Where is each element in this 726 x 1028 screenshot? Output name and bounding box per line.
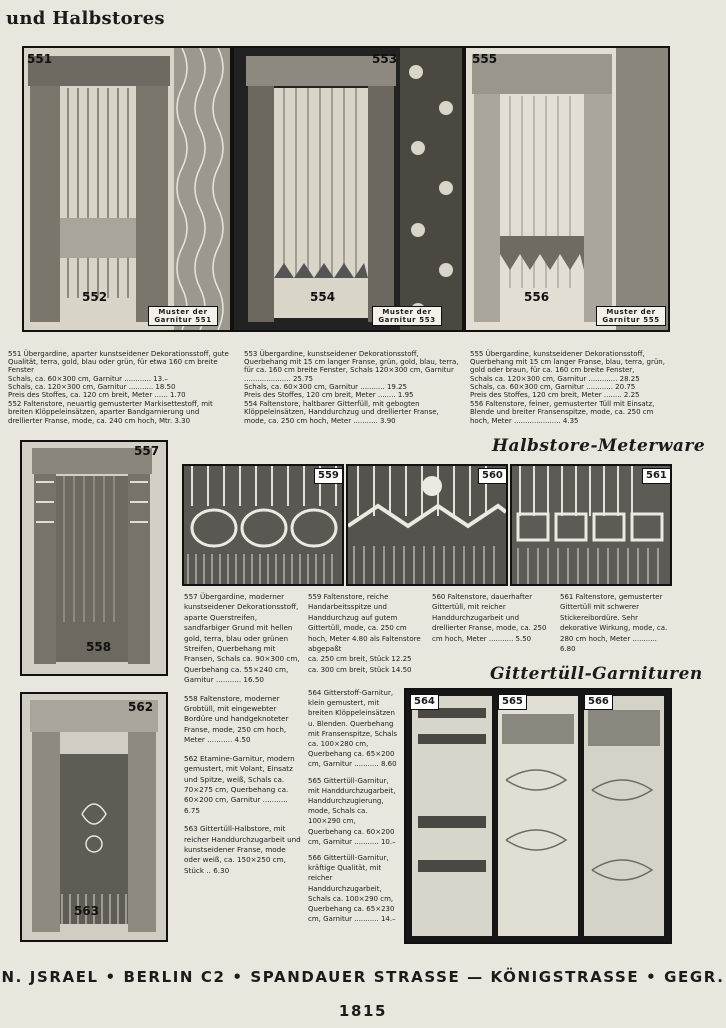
item-number-554: 554 xyxy=(310,290,336,304)
text-559: 559 Faltenstore, reiche Handarbeitsspitze und Handdurchzug auf gutem Gittertüll, mode, ca. 250 cm hoch, Meter 4.80 als Faltenstore abgepaßt xyxy=(308,593,421,654)
section-title-meterware: Halbstore-Meterware xyxy=(492,436,706,456)
text-563: 563 Gittertüll-Halbstore, mit reicher Handdurchzugarbeit und kunstseidener Franse, mode oder weiß, ca. 150×250 cm, Stück .. 6.30 xyxy=(184,824,301,875)
item-number-560: 560 xyxy=(478,468,507,484)
text-553: 553 Übergardine, kunstseidener Dekorationsstoff, Querbehang mit 15 cm langer Franse, grün, gold, blau, terra, für ca. 160 cm breite Fenster, Schals 120×300 cm, Garnitur ..................... 25.75 xyxy=(244,350,459,383)
item-number-555: 555 xyxy=(472,52,498,66)
text-557: 557 Übergardine, moderner kunstseidener Dekorationsstoff, aparte Querstreifen, sandfarbiger Grund mit hellen gold, terra, blau oder grünen Streifen, Querbehang mit Fransen, Schals ca. 90×300 cm, Querbehang ca. 55×240 cm, Garnitur ........... 16.50 xyxy=(184,592,300,685)
item-number-566: 566 xyxy=(584,694,613,710)
text-564: 564 Gitterstoff-Garnitur, klein gemustert, mit breiten Klöppeleinsätzen u. Blenden. Querbehang mit Fransenspitze, Schals ca. 100×280 cm, Querbehang ca. 65×200 cm, Garnitur ........... 8.60 xyxy=(308,689,398,769)
item-number-564: 564 xyxy=(410,694,439,710)
item-number-559: 559 xyxy=(314,468,343,484)
price-555a: Schals ca. 120×300 cm, Garnitur ............. 28.25 xyxy=(470,374,640,383)
price-553a: Schals, ca. 60×300 cm, Garnitur ........... 19.25 xyxy=(244,382,407,391)
text-555: 555 Übergardine, kunstseidener Dekorationsstoff, Querbehang mit 15 cm langer Franse, blau, terra, grün, gold oder braun, für ca. 160 cm breite Fenster, xyxy=(470,350,665,375)
item-number-561: 561 xyxy=(642,468,671,484)
curtain-illustration xyxy=(466,48,668,330)
description-553 xyxy=(244,350,462,425)
text-558: 558 Faltenstore, moderner Grobtüll, mit eingewebter Bordüre und handgeknoteter Franse, mode, 250 cm hoch, Meter ........... 4.50 xyxy=(184,693,289,745)
price-551b: Schals, ca. 120×300 cm, Garnitur ........... 18.50 xyxy=(8,382,176,391)
description-564-566 xyxy=(308,688,400,924)
price-555b: Schals, ca. 60×300 cm, Garnitur ............ 20.75 xyxy=(470,382,636,391)
item-number-562: 562 xyxy=(128,700,154,714)
photo-564-566 xyxy=(404,688,672,944)
curtain-illustration xyxy=(24,48,230,330)
text-566: 566 Gittertüll-Garnitur, kräftige Qualität, mit reicher Handdurchzugarbeit, Schals ca. 100×290 cm, Querbehang ca. 65×230 cm, Garnitur ........... 14.– xyxy=(308,854,396,924)
item-number-551: 551 xyxy=(27,52,53,66)
muster-551: Muster der Garnitur 551 xyxy=(148,306,218,326)
price-559b: ca. 300 cm breit, Stück 14.50 xyxy=(308,665,412,674)
muster-555: Muster der Garnitur 555 xyxy=(596,306,666,326)
text-561: 561 Faltenstore, gemusterter Gittertüll mit schwerer Stickereibordüre. Sehr dekorative Wirkung, mode, ca. 280 cm hoch, Meter ........... 6.80 xyxy=(560,593,668,654)
page-header: und Halbstores xyxy=(6,8,165,29)
price-559a: ca. 250 cm breit, Stück 12.25 xyxy=(308,655,412,664)
text-562: 562 Etamine-Garnitur, modern gemustert, mit Volant, Einsatz und Spitze, weiß, Schals ca. 70×275 cm, Querbehang ca. 60×200 cm, Garnitur ........... 6.75 xyxy=(184,753,295,815)
footer-address: N. JSRAEL • BERLIN C2 • SPANDAUER STRASSE — KÖNIGSTRASSE • GEGR. 1815 xyxy=(1,968,725,1020)
item-number-556: 556 xyxy=(524,290,550,304)
text-552: 552 Faltenstore, neuartig gemusterter Markisettestoff, mit breiten Klöppeleinsätzen, aparter Bandgarnierung und drellierter Franse, mode, ca. 240 cm hoch, Mtr. 3.30 xyxy=(8,400,213,425)
item-number-557: 557 xyxy=(134,444,160,458)
item-number-558: 558 xyxy=(86,640,112,654)
section-title-gittertuell: Gittertüll-Garnituren xyxy=(490,664,703,684)
lace-panels xyxy=(406,690,670,942)
photo-551-552 xyxy=(22,46,232,332)
item-number-565: 565 xyxy=(498,694,527,710)
text-560: 560 Faltenstore, dauerhafter Gittertüll, mit reicher Handdurchzugarbeit und drellierter Franse, mode, ca. 250 cm hoch, Meter ........... 5.50 xyxy=(432,593,547,643)
text-554: 554 Faltenstore, haltbarer Gitterfüll, mit gebogten Klöppeleinsätzen, Handdurchzug und drellierter Franse, mode, ca. 250 cm hoch, Meter ........... 3.90 xyxy=(244,400,439,425)
text-551: 551 Übergardine, aparter kunstseidener Dekorationsstoff, gute Qualität, terra, gold, blau oder grün, für etwa 160 cm breite Fenster xyxy=(8,350,229,375)
price-553b: Preis des Stoffes, 120 cm breit, Meter ........ 1.95 xyxy=(244,391,414,400)
text-565: 565 Gittertüll-Garnitur, mit Handdurchzugarbeit, Handdurchzugierung, mode, Schals ca. 100×290 cm, Querbehang ca. 60×200 cm, Garnitur ........... 10.– xyxy=(308,776,396,846)
price-551c: Preis des Stoffes, ca. 120 cm breit, Meter ...... 1.70 xyxy=(8,391,186,400)
muster-553: Muster der Garnitur 553 xyxy=(372,306,442,326)
description-557-558 xyxy=(184,592,302,876)
description-560 xyxy=(432,592,550,644)
price-555c: Preis des Stoffes, 120 cm breit, Meter ........ 2.25 xyxy=(470,391,640,400)
description-561 xyxy=(560,592,672,654)
item-number-552: 552 xyxy=(82,290,108,304)
photo-555-556 xyxy=(464,46,670,332)
price-551a: Schals, ca. 60×300 cm, Garnitur ............ 13.– xyxy=(8,374,168,383)
description-555 xyxy=(470,350,670,425)
description-551 xyxy=(8,350,230,425)
photo-553-554 xyxy=(232,46,464,332)
text-556: 556 Faltenstore, feiner, gemusterter Tüll mit Einsatz, Blende und breiter Fransenspitze, mode, ca. 250 cm hoch, Meter ..................... 4.35 xyxy=(470,400,655,425)
item-number-563: 563 xyxy=(74,904,100,918)
item-number-553: 553 xyxy=(372,52,398,66)
description-559 xyxy=(308,592,424,675)
curtain-illustration xyxy=(234,48,462,330)
